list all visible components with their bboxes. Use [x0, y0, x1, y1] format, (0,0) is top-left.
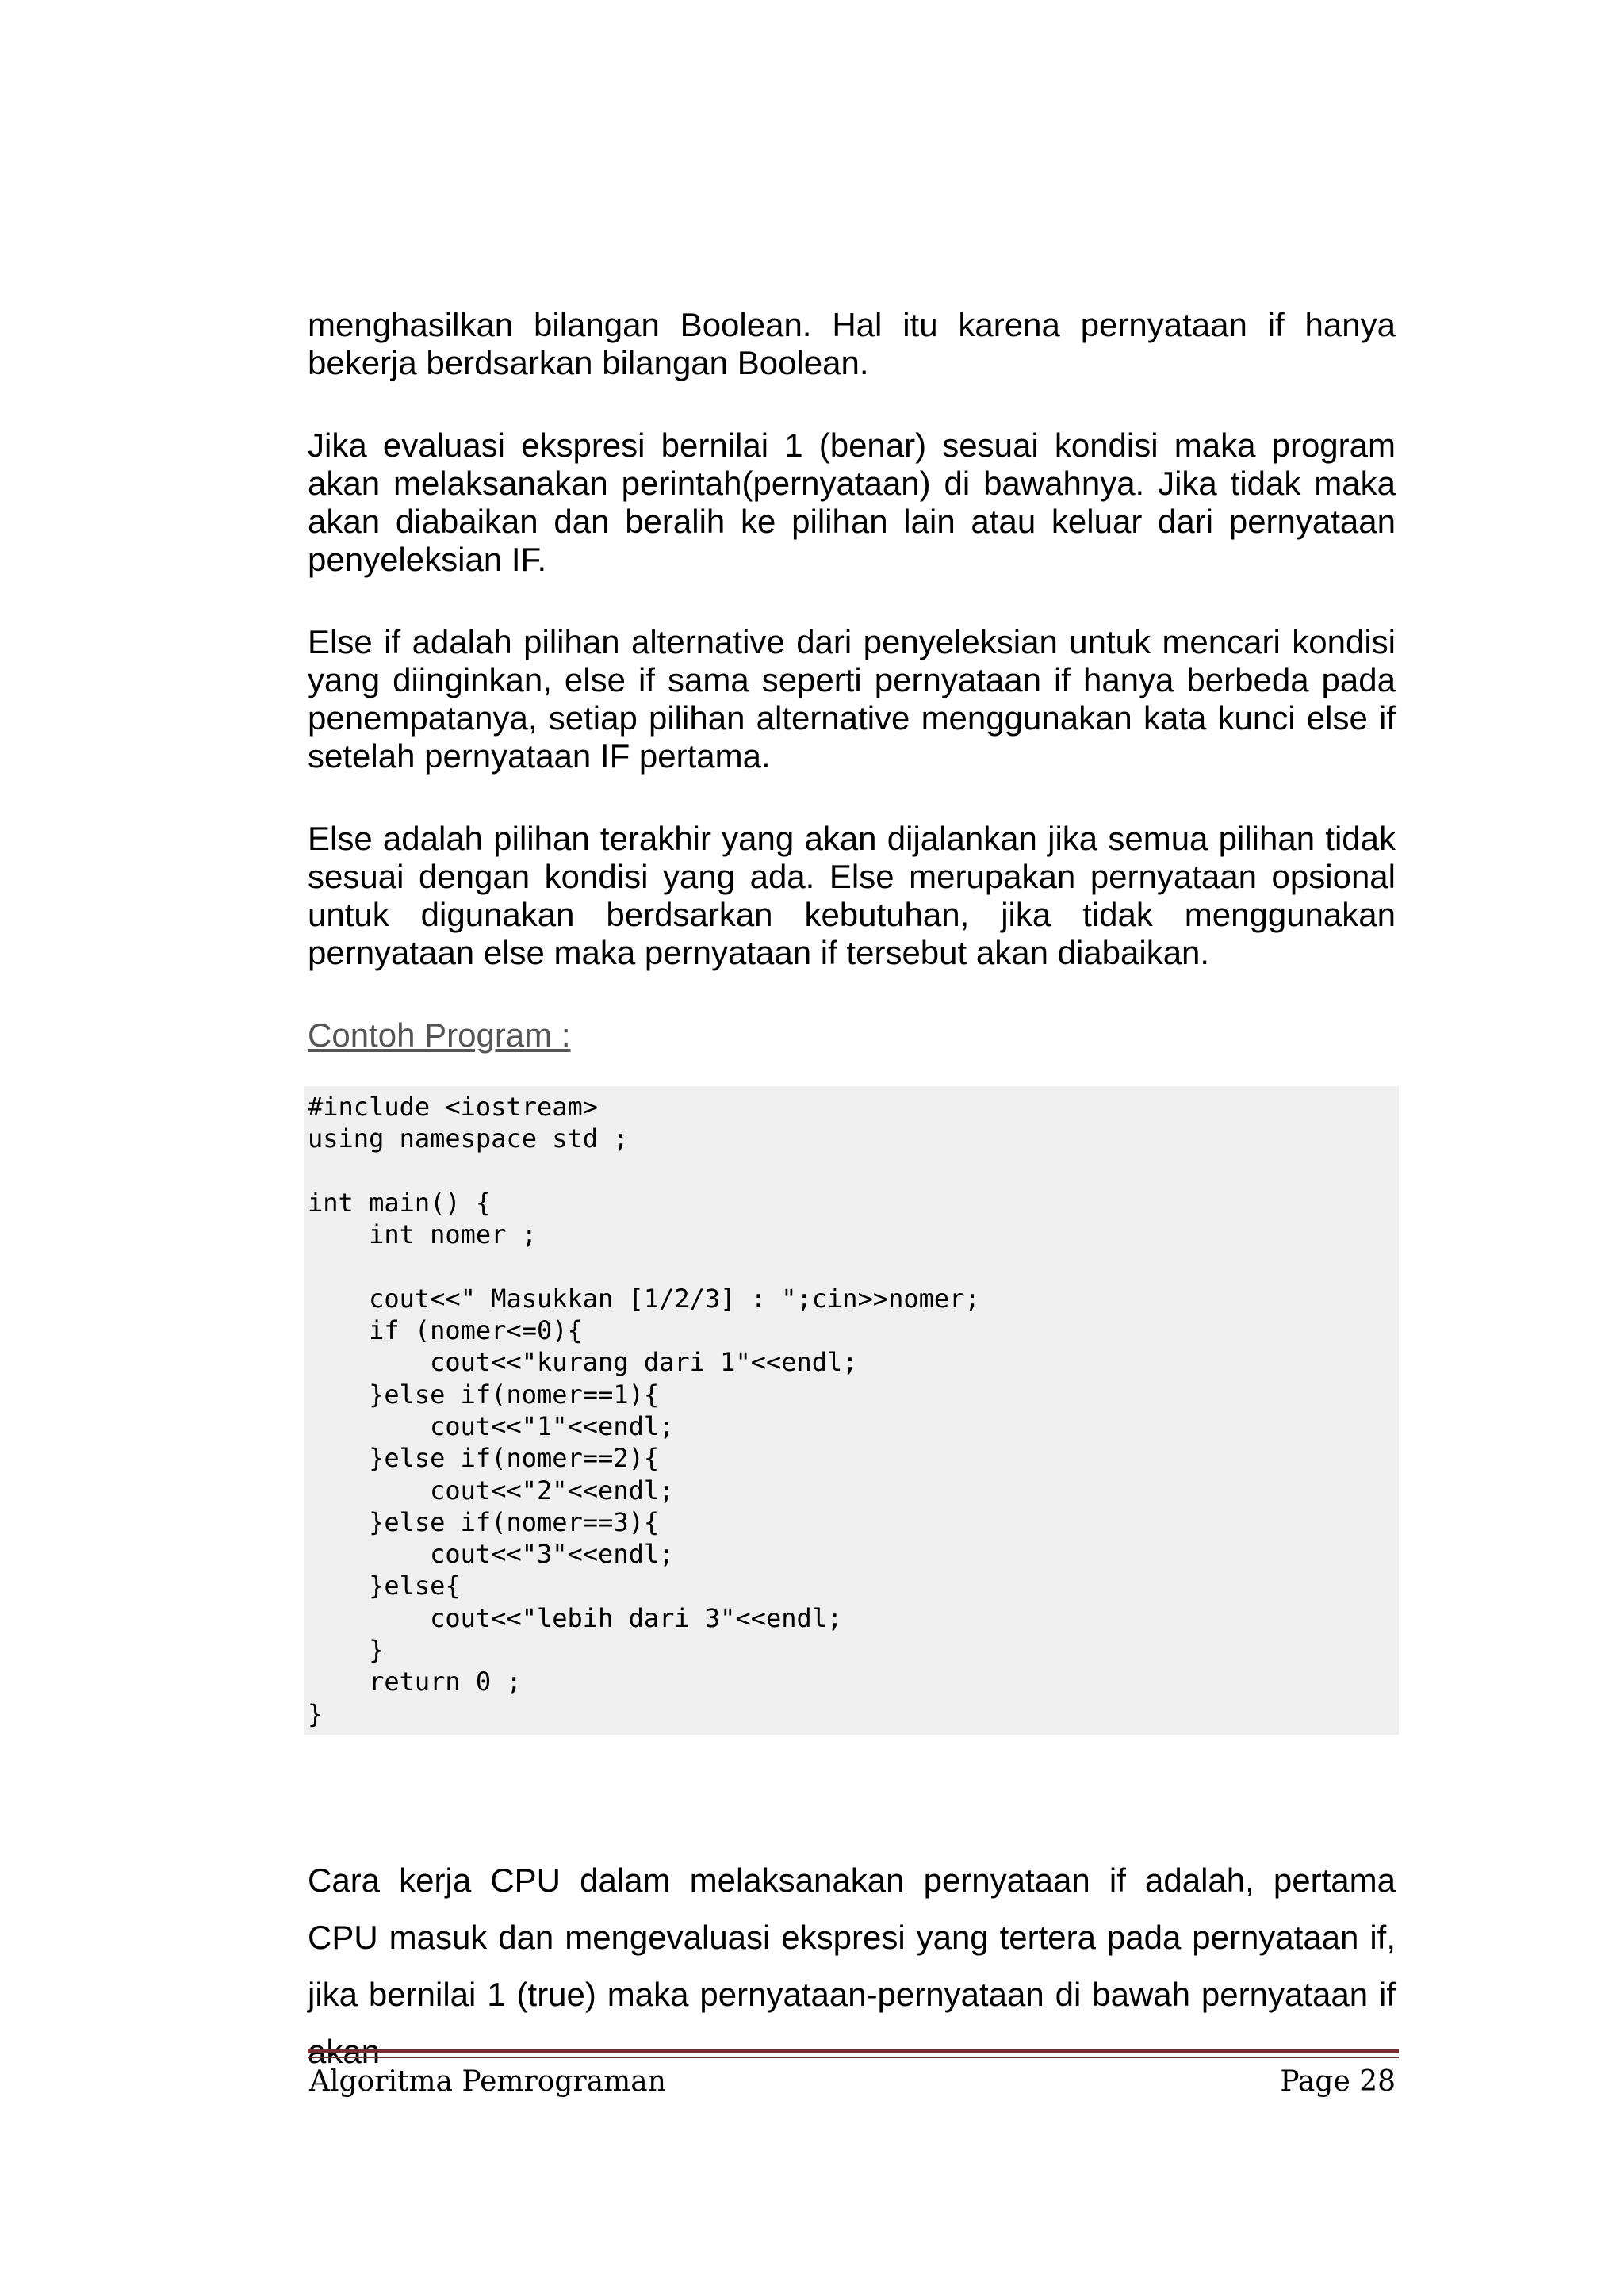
page-number: Page 28 — [1280, 2065, 1396, 2098]
page-footer — [309, 2064, 1396, 2099]
code-line: }else if(nomer==3){ — [308, 1506, 660, 1537]
footer-rule — [308, 2049, 1399, 2058]
code-line: if (nomer<=0){ — [308, 1315, 583, 1346]
code-line: }else if(nomer==2){ — [308, 1443, 660, 1474]
paragraph-else: Else adalah pilihan terakhir yang akan dijalankan jika semua pilihan tidak sesuai dengan kondisi yang ada. Else merupakan pernyataan opsional untuk digunakan berdsarkan kebutuhan, jika tidak menggunakan pernyataan else maka pernyataan if tersebut akan diabaikan. — [308, 820, 1396, 971]
code-line: using namespace std ; — [308, 1123, 629, 1154]
code-line — [308, 1250, 1399, 1282]
code-line: } — [308, 1635, 385, 1666]
paragraph-boolean: menghasilkan bilangan Boolean. Hal itu karena pernyataan if hanya bekerja berdsarkan bilangan Boolean. — [308, 306, 1396, 381]
code-line: }else if(nomer==1){ — [308, 1379, 660, 1410]
code-line: cout<<"kurang dari 1"<<endl; — [308, 1347, 858, 1378]
code-line: #include <iostream> — [308, 1092, 599, 1122]
section-heading: Contoh Program : — [308, 1016, 571, 1054]
code-line: int main() { — [308, 1187, 492, 1218]
footer-title: Algoritma Pemrograman — [309, 2065, 666, 2098]
paragraph-evaluasi: Jika evaluasi ekspresi bernilai 1 (benar) sesuai kondisi maka program akan melaksanakan perintah(pernyataan) di bawahnya. Jika tidak maka akan diabaikan dan beralih ke pilihan lain atau keluar dari pernyataan penyeleksian IF. — [308, 427, 1396, 578]
code-block — [304, 1086, 1399, 1735]
paragraph-cara-kerja: Cara kerja CPU dalam melaksanakan pernyataan if adalah, pertama CPU masuk dan mengevaluasi ekspresi yang tertera pada pernyataan if, jika bernilai 1 (true) maka pernyataan-pernyataan di bawah pernyataan if — [308, 1861, 1396, 2013]
code-line: cout<<" Masukkan [1/2/3] : ";cin>>nomer; — [308, 1283, 980, 1314]
code-line: cout<<"3"<<endl; — [308, 1539, 675, 1570]
code-line: cout<<"2"<<endl; — [308, 1475, 675, 1506]
paragraph-else-if: Else if adalah pilihan alternative dari penyeleksian untuk mencari kondisi yang diinginkan, else if sama seperti pernyataan if hanya berbeda pada penempatanya, setiap pilihan alternative menggunakan kata kunci else if setelah pernyataan IF pertama. — [308, 623, 1396, 775]
code-line: cout<<"lebih dari 3"<<endl; — [308, 1602, 843, 1633]
code-line: } — [308, 1698, 324, 1729]
page-content — [308, 306, 1396, 2080]
code-line — [308, 1155, 1399, 1187]
footer-rule-thin — [308, 2057, 1399, 2058]
code-line: cout<<"1"<<endl; — [308, 1410, 675, 1441]
code-line: }else{ — [308, 1571, 461, 1601]
code-line: int nomer ; — [308, 1219, 537, 1250]
code-line: return 0 ; — [308, 1667, 522, 1697]
